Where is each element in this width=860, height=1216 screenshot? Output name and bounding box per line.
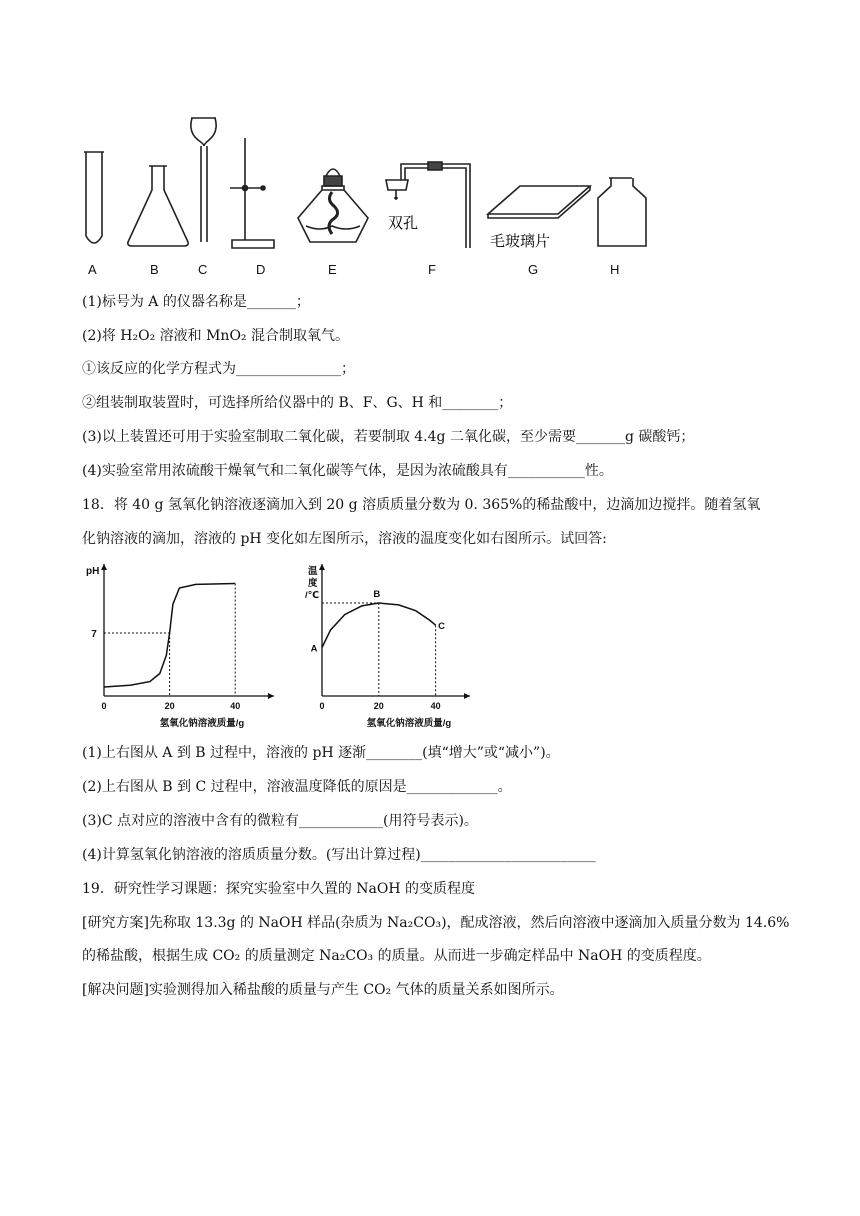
series-line	[104, 584, 235, 688]
q17-part2a: ①该反应的化学方程式为_______________；	[82, 361, 355, 377]
gas-jar-icon	[598, 178, 646, 246]
label-a: A	[88, 262, 97, 277]
q18-stem-line2: 化钠溶液的滴加，溶液的 pH 变化如左图所示，溶液的温度变化如右图所示。试回答:	[82, 531, 607, 547]
x-tick-label: 20	[373, 701, 384, 711]
point-label: A	[310, 643, 318, 655]
q19-plan-line1: [研究方案]先称取 13.3g 的 NaOH 样品(杂质为 Na₂CO₃)，配成溶液，然后向溶液中逐滴加入质量分数为 14.6%	[82, 915, 790, 931]
y-axis-arrow	[101, 564, 107, 570]
conical-flask-icon	[128, 166, 188, 246]
apparatus-figure	[70, 108, 650, 280]
iron-stand-icon	[230, 138, 274, 248]
alcohol-lamp-icon	[298, 169, 368, 242]
stopper-tube-icon	[386, 162, 470, 248]
label-d: D	[256, 262, 266, 277]
q18-part2: (2)上右图从 B 到 C 过程中，溶液温度降低的原因是_____________。	[82, 779, 512, 795]
x-axis-arrow	[464, 693, 470, 699]
q17-part4: (4)实验室常用浓硫酸干燥氧气和二氧化碳等气体，是因为浓硫酸具有___________性。	[82, 463, 613, 479]
point-label: C	[438, 621, 446, 633]
label-f: F	[428, 262, 436, 277]
x-tick-label: 20	[164, 701, 175, 711]
label-c: C	[198, 262, 208, 277]
x-tick-label: 40	[230, 701, 241, 711]
q17-part1: (1)标号为 A 的仪器名称是_______；	[82, 294, 310, 310]
x-tick-label: 0	[319, 701, 325, 711]
x-axis-title: 氢氧化钠溶液质量/g	[366, 718, 452, 728]
y-axis-title-part: /℃	[305, 590, 320, 601]
point-label: B	[373, 588, 381, 600]
y-axis-title: pH	[86, 566, 100, 577]
y-axis-arrow	[319, 564, 325, 570]
q18-stem-line1: 18．将 40 g 氢氧化钠溶液逐滴加入到 20 g 溶质质量分数为 0. 365%的稀盐酸中，边滴加边搅拌。随着氢氧	[82, 497, 761, 513]
temperature-chart	[294, 560, 494, 728]
q17-part3: (3)以上装置还可用于实验室制取二氧化碳，若要制取 4.4g 二氧化碳，至少需要_______g 碳酸钙；	[82, 429, 695, 445]
x-tick-label: 0	[101, 701, 107, 711]
x-tick-label: 40	[430, 701, 441, 711]
g-label: 毛玻璃片	[490, 233, 551, 250]
ph-chart	[82, 560, 297, 728]
q19-solve: [解决问题]实验测得加入稀盐酸的质量与产生 CO₂ 气体的质量关系如图所示。	[82, 982, 564, 998]
test-tube-icon	[84, 152, 104, 243]
x-axis-title: 氢氧化钠溶液质量/g	[159, 718, 245, 728]
q18-part1: (1)上右图从 A 到 B 过程中，溶液的 pH 逐渐________(填“增大”或“减小”)。	[82, 745, 560, 761]
thistle-funnel-icon	[191, 118, 216, 242]
q18-part4: (4)计算氢氧化钠溶液的溶质质量分数。(写出计算过程)_________________________	[82, 847, 596, 863]
q19-title: 19．研究性学习课题：探究实验室中久置的 NaOH 的变质程度	[82, 881, 475, 897]
q18-part3: (3)C 点对应的溶液中含有的微粒有____________(用符号表示)。	[82, 813, 478, 829]
x-axis-arrow	[268, 693, 274, 699]
label-e: E	[328, 262, 337, 277]
y-tick-label: 7	[91, 629, 97, 640]
q17-part2b: ②组装制取装置时，可选择所给仪器中的 B、F、G、H 和________；	[82, 395, 513, 411]
label-g: G	[528, 262, 539, 277]
y-axis-title-part: 温	[308, 566, 318, 577]
f-label: 双孔	[388, 215, 419, 232]
label-b: B	[150, 262, 159, 277]
glass-plate-icon	[488, 186, 590, 218]
q19-plan-line2: 的稀盐酸，根据生成 CO₂ 的质量测定 Na₂CO₃ 的质量。从而进一步确定样品中 NaOH 的变质程度。	[82, 948, 711, 964]
y-axis-title-part: 度	[308, 578, 318, 589]
label-h: H	[610, 262, 620, 277]
q17-part2: (2)将 H₂O₂ 溶液和 MnO₂ 混合制取氧气。	[82, 328, 349, 344]
